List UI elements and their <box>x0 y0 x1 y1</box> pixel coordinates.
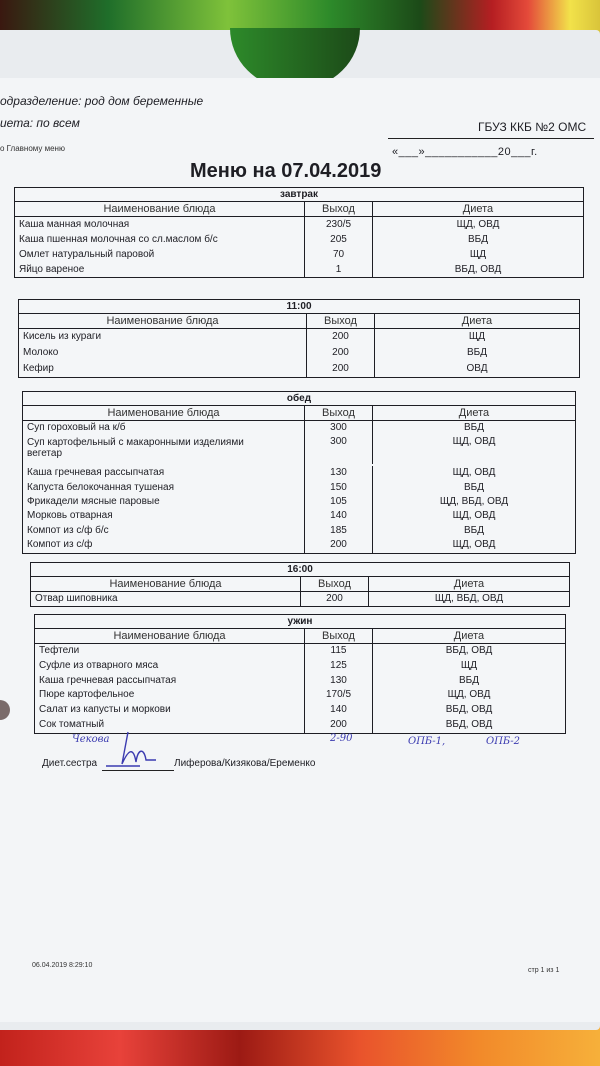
approval-date-line: «___»___________20___г. <box>392 146 538 158</box>
meal-block-1 <box>18 299 580 378</box>
dish-name: Яйцо вареное <box>15 262 305 277</box>
dish-diet: ВБД <box>463 524 484 536</box>
page-counter: стр 1 из 1 <box>528 967 560 974</box>
dish-diet: ЩД, ОВД <box>452 467 496 479</box>
column-header-name: Наименование блюда <box>31 577 301 592</box>
dish-diet: ЩД, ОВД <box>452 436 496 448</box>
dish-name: Кисель из кураги <box>19 329 307 345</box>
dish-output: 200 <box>307 329 375 345</box>
dish-diet: ОВД <box>466 363 488 374</box>
meal-block-2 <box>22 391 576 554</box>
dish-output: 130 <box>305 466 373 480</box>
dish-output: 200 <box>307 361 375 377</box>
column-header-diet: Диета <box>375 314 579 329</box>
column-header-output: Выход <box>305 202 373 217</box>
dish-diet: ВБД, ОВД <box>445 718 493 730</box>
dish-diet: ВБД <box>463 422 484 433</box>
dish-diet: ВБД <box>467 234 488 245</box>
column-header-output: Выход <box>305 629 373 644</box>
dish-diet: ВБД <box>458 674 479 686</box>
dish-output: 130 <box>305 674 373 689</box>
dish-diet: ЩД, ОВД <box>452 510 496 522</box>
dish-name: Каша манная молочная <box>15 217 305 232</box>
dish-output: 1 <box>305 262 373 277</box>
dish-diet: ВБД, ОВД <box>454 264 502 275</box>
meal-block-4 <box>34 614 566 734</box>
meal-title: ужин <box>35 615 565 629</box>
dish-output: 200 <box>305 538 373 552</box>
dish-name: Каша пшенная молочная со сл.маслом б/с <box>15 232 305 247</box>
meal-title: завтрак <box>15 188 583 202</box>
column-header-output: Выход <box>305 406 373 421</box>
handwritten-note: Чекова <box>72 734 110 745</box>
dish-name: Каша гречневая рассыпчатая <box>35 674 305 689</box>
dish-output: 170/5 <box>305 688 373 703</box>
dish-name: Кефир <box>19 361 307 377</box>
dish-output: 115 <box>305 644 373 659</box>
column-header-output: Выход <box>307 314 375 329</box>
dish-name: Тефтели <box>35 644 305 659</box>
dish-output: 140 <box>305 703 373 718</box>
org-underline <box>388 138 594 139</box>
dish-diet: ВБД <box>463 481 484 493</box>
dish-diet: ЩД <box>468 331 486 342</box>
dish-diet: ЩД <box>460 659 478 671</box>
division-label: одразделение: род дом беременные <box>0 94 204 108</box>
dish-output: 185 <box>305 524 373 538</box>
dish-name: Суп гороховый на к/б <box>23 421 305 435</box>
dish-name-line: Суп картофельный с макаронными изделиями <box>27 437 244 449</box>
dish-name: Капуста белокочанная тушеная <box>23 481 305 495</box>
handwritten-dept-1: ОПБ-1, <box>408 736 446 747</box>
column-header-diet: Диета <box>369 577 569 592</box>
dish-output: 200 <box>307 345 375 361</box>
dish-name: Сок томатный <box>35 718 305 733</box>
dish-name: Пюре картофельное <box>35 688 305 703</box>
dietsister-names: Лиферова/Кизякова/Еременко <box>174 758 316 769</box>
dish-name: Фрикадели мясные паровые <box>23 495 305 509</box>
dish-diet: ВБД, ОВД <box>445 645 493 656</box>
column-header-name: Наименование блюда <box>35 629 305 644</box>
dish-name: Компот из с/ф <box>23 538 305 552</box>
dish-output: 70 <box>305 247 373 262</box>
dish-diet: ЩД, ВБД, ОВД <box>434 593 504 604</box>
dish-diet: ЩД, ОВД <box>456 219 500 230</box>
dish-output: 200 <box>305 718 373 733</box>
page-title: Меню на 07.04.2019 <box>190 160 382 182</box>
print-timestamp: 06.04.2019 8:29:10 <box>32 962 93 969</box>
dish-output: 300 <box>305 435 373 464</box>
dish-output: 125 <box>305 659 373 674</box>
dish-output: 205 <box>305 232 373 247</box>
dish-output: 230/5 <box>305 217 373 232</box>
main-menu-label: о Главному меню <box>0 144 65 153</box>
organization-name: ГБУЗ ККБ №2 ОМС <box>478 120 587 134</box>
column-header-name: Наименование блюда <box>15 202 305 217</box>
dish-name <box>23 435 305 466</box>
dish-output: 300 <box>305 421 373 435</box>
dish-name: Омлет натуральный паровой <box>15 247 305 262</box>
handwritten-dept-2: ОПБ-2 <box>486 736 521 747</box>
column-header-diet: Диета <box>373 202 583 217</box>
meal-title: 16:00 <box>31 563 569 577</box>
dish-diet: ЩД, ОВД <box>447 689 491 701</box>
signature-line <box>102 770 174 771</box>
dish-output: 200 <box>301 592 369 606</box>
dish-output: 150 <box>305 481 373 495</box>
column-header-name: Наименование блюда <box>19 314 307 329</box>
dish-name: Морковь отварная <box>23 509 305 523</box>
dish-name: Суфле из отварного мяса <box>35 659 305 674</box>
diet-label: иета: по всем <box>0 116 80 130</box>
dish-diet: ЩД, ОВД <box>452 539 496 551</box>
column-header-output: Выход <box>301 577 369 592</box>
dish-output: 105 <box>305 495 373 509</box>
dish-name: Компот из с/ф б/с <box>23 524 305 538</box>
meal-title: 11:00 <box>19 300 579 314</box>
column-header-diet: Диета <box>373 406 575 421</box>
meal-block-0 <box>14 187 584 278</box>
dish-name: Отвар шиповника <box>31 592 301 606</box>
dish-output: 140 <box>305 509 373 523</box>
dish-diet: ЩД, ВБД, ОВД <box>439 495 509 507</box>
dietsister-label: Диет.сестра <box>42 758 98 769</box>
meal-title: обед <box>23 392 575 406</box>
dish-name-line: вегетар <box>27 448 63 460</box>
column-header-diet: Диета <box>373 629 565 644</box>
dish-name: Салат из капусты и моркови <box>35 703 305 718</box>
dish-name: Каша гречневая рассыпчатая <box>23 466 305 480</box>
column-header-name: Наименование блюда <box>23 406 305 421</box>
dish-diet: ВБД, ОВД <box>445 704 493 716</box>
dish-diet: ЩД <box>469 249 487 260</box>
dish-name: Молоко <box>19 345 307 361</box>
signature-scribble <box>100 726 180 774</box>
meal-block-3 <box>30 562 570 607</box>
handwritten-number: 2-90 <box>330 733 353 744</box>
dish-diet: ВБД <box>466 347 487 358</box>
